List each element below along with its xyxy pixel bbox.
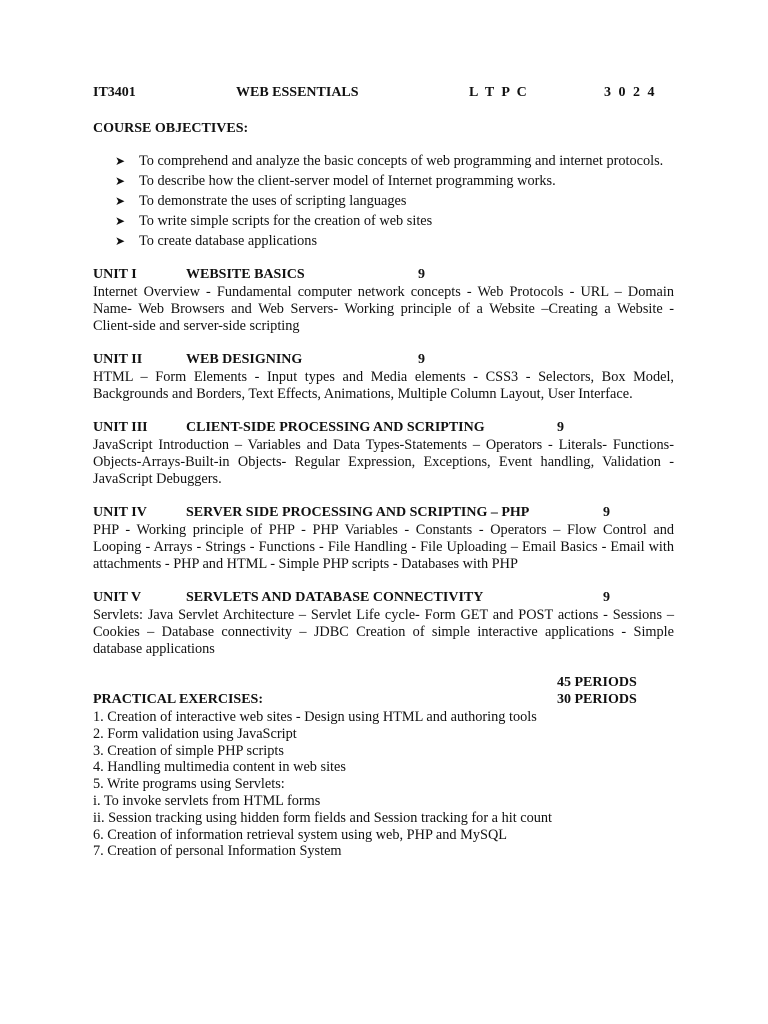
objective-text: To write simple scripts for the creation of web sites [139, 213, 433, 229]
arrowhead-bullet-icon: ➤ [115, 194, 126, 208]
objectives-heading: COURSE OBJECTIVES: [93, 121, 249, 136]
unit-content: PHP - Working principle of PHP - PHP Variables - Constants - Operators – Flow Control and Looping - Arrays - Strings - Functions - File Handling - File Uploading – Email Basics - Email with attachments - PHP and HTML - Simple PHP scripts - Databases with PHP [93, 522, 674, 572]
unit-number: UNIT IV [93, 505, 147, 520]
course-code: IT3401 [93, 85, 136, 100]
syllabus-page [93, 85, 674, 860]
arrowhead-bullet-icon: ➤ [115, 154, 126, 168]
objectives-list [93, 153, 674, 250]
periods-block [93, 675, 674, 709]
exercise-item: 6. Creation of information retrieval system using web, PHP and MySQL [93, 826, 508, 843]
unit-number: UNIT II [93, 352, 143, 367]
unit-hours: 9 [603, 590, 610, 605]
unit-heading [93, 590, 674, 607]
exercise-item: 1. Creation of interactive web sites - Design using HTML and authoring tools [93, 709, 537, 725]
unit-number: UNIT I [93, 267, 137, 282]
objective-item [93, 193, 674, 210]
arrowhead-bullet-icon: ➤ [115, 214, 126, 228]
unit-section [93, 267, 674, 335]
practical-exercises-heading: PRACTICAL EXERCISES: [93, 692, 263, 707]
exercises-list [93, 709, 674, 860]
unit-content: Servlets: Java Servlet Architecture – Servlet Life cycle- Form GET and POST actions - Sessions – Cookies – Database connectivity – JDBC Creation of simple interactive applications - Simple database applications [93, 607, 674, 657]
objective-text: To create database applications [139, 233, 318, 249]
unit-title: WEB DESIGNING [186, 352, 303, 367]
unit-hours: 9 [418, 352, 425, 367]
unit-heading [93, 420, 674, 437]
ltpc-label: L T P C [469, 85, 529, 100]
arrowhead-bullet-icon: ➤ [115, 174, 126, 188]
course-title: WEB ESSENTIALS [236, 85, 359, 100]
unit-hours: 9 [603, 505, 610, 520]
unit-hours: 9 [557, 420, 564, 435]
practical-periods: 30 PERIODS [557, 692, 637, 707]
exercise-item: 5. Write programs using Servlets: [93, 776, 285, 793]
unit-section [93, 505, 674, 573]
objective-text: To demonstrate the uses of scripting languages [139, 193, 407, 209]
course-header [93, 85, 674, 109]
exercise-item: 3. Creation of simple PHP scripts [93, 742, 284, 759]
unit-content: Internet Overview - Fundamental computer network concepts - Web Protocols - URL – Domain Name- Web Browsers and Web Servers- Working principle of a Website –Creating a Website - Client-side and server-side scripting [93, 284, 674, 334]
credits-value: 3 0 2 4 [604, 85, 657, 100]
unit-hours: 9 [418, 267, 425, 282]
total-periods: 45 PERIODS [557, 675, 637, 690]
arrowhead-bullet-icon: ➤ [115, 234, 126, 248]
objective-item [93, 233, 674, 250]
objective-text: To describe how the client-server model of Internet programming works. [139, 173, 556, 189]
unit-heading [93, 267, 674, 284]
exercise-item: i. To invoke servlets from HTML forms [93, 792, 321, 809]
unit-content: HTML – Form Elements - Input types and Media elements - CSS3 - Selectors, Box Model, Backgrounds and Borders, Text Effects, Animations, Multiple Column Layout, User Interface. [93, 369, 674, 402]
unit-heading [93, 352, 674, 369]
unit-number: UNIT III [93, 420, 148, 435]
unit-heading [93, 505, 674, 522]
unit-section [93, 590, 674, 658]
unit-content: JavaScript Introduction – Variables and Data Types-Statements – Operators - Literals- Functions- Objects-Arrays-Built-in Objects- Regular Expression, Exceptions, Event handling, Validation - JavaScript Debuggers. [93, 437, 674, 487]
exercise-item: 2. Form validation using JavaScript [93, 725, 297, 742]
unit-section [93, 420, 674, 488]
objective-item [93, 213, 674, 230]
objective-item [93, 153, 674, 170]
unit-title: SERVLETS AND DATABASE CONNECTIVITY [186, 590, 484, 605]
exercise-item: 4. Handling multimedia content in web sites [93, 759, 346, 776]
unit-title: SERVER SIDE PROCESSING AND SCRIPTING – PHP [186, 505, 530, 520]
objective-item [93, 173, 674, 190]
unit-number: UNIT V [93, 590, 142, 605]
unit-title: CLIENT-SIDE PROCESSING AND SCRIPTING [186, 420, 485, 435]
exercise-item: 7. Creation of personal Information System [93, 843, 342, 860]
unit-section [93, 352, 674, 403]
objective-text: To comprehend and analyze the basic concepts of web programming and internet protocols. [139, 153, 664, 169]
exercise-item: ii. Session tracking using hidden form fields and Session tracking for a hit count [93, 809, 553, 826]
unit-title: WEBSITE BASICS [186, 267, 305, 282]
